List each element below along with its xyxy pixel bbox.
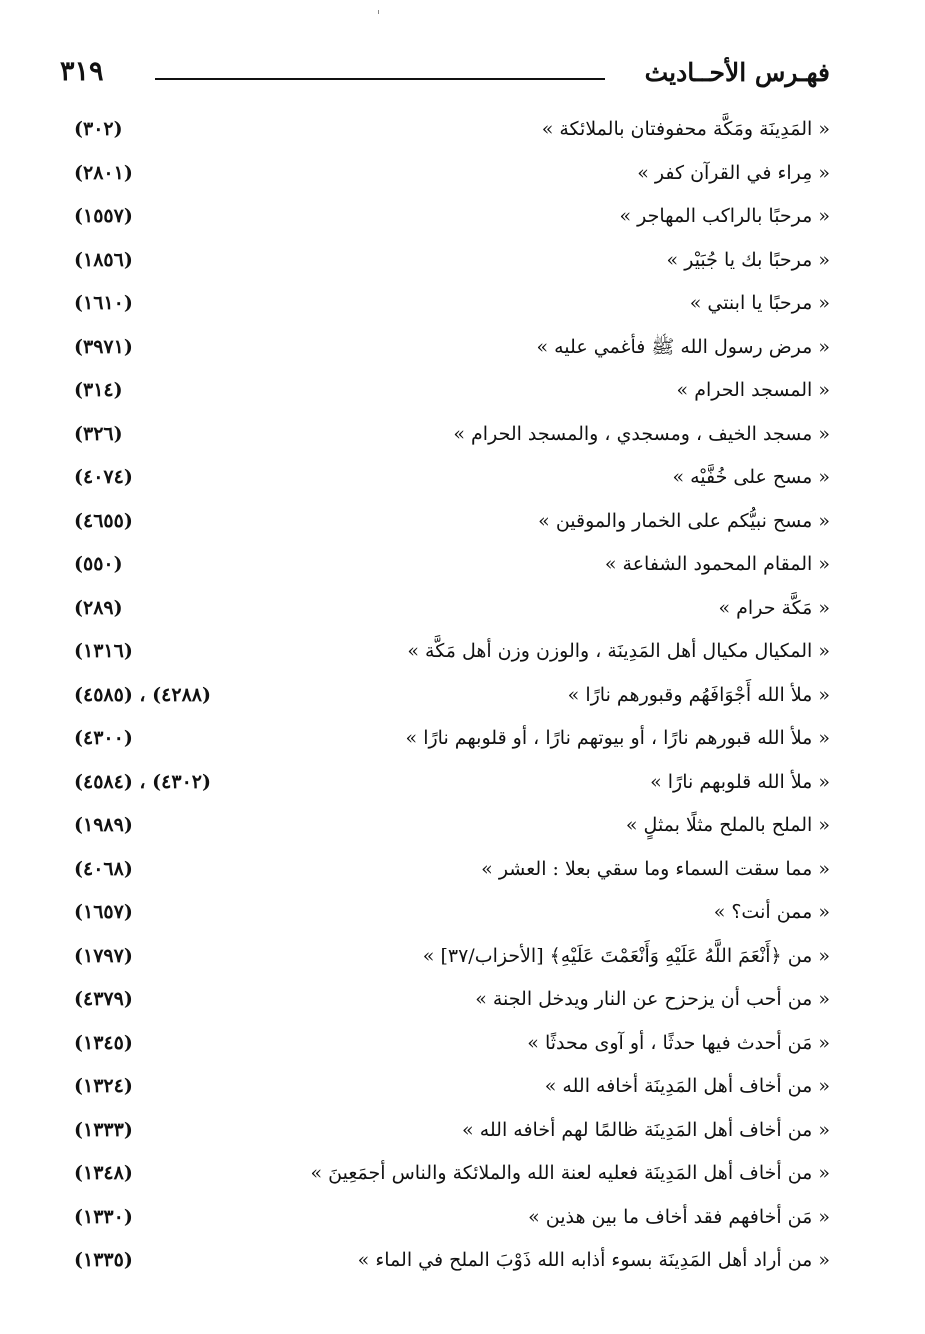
list-item	[68, 978, 830, 1022]
hadith-reference-number: (١٣١٦)	[74, 640, 133, 662]
list-item	[68, 587, 830, 631]
hadith-text: « مسح نبيُّكم على الخمار والموقين »	[538, 509, 830, 532]
list-item	[68, 630, 830, 674]
hadith-reference-number: (٤٦٥٥)	[74, 509, 133, 532]
page-number: ٣١٩	[60, 56, 104, 87]
hadith-reference-number: (١٣٣٠)	[74, 1205, 133, 1228]
hadith-reference-number: (٤٣٧٩)	[74, 988, 133, 1010]
hadith-reference-number: (٢٨٠١)	[74, 161, 133, 184]
hadith-reference-number: (٣١٤)	[74, 379, 123, 401]
hadith-reference-number: (٥٥٠)	[74, 553, 123, 575]
hadith-text: « المسجد الحرام »	[676, 379, 830, 401]
page-title: فهـرس الأحــاديث	[644, 58, 830, 87]
hadith-text: « مرحبًا يا ابنتي »	[689, 292, 830, 314]
list-item	[68, 413, 830, 457]
list-item	[68, 326, 830, 370]
hadith-reference-number: (١٣٢٤)	[74, 1075, 133, 1097]
hadith-text: « من أخاف أهل المَدِينَة فعليه لعنة الله والملائكة والناس أجمَعِينَ »	[310, 1162, 830, 1184]
scan-mark	[378, 10, 379, 14]
list-item	[68, 848, 830, 892]
hadith-text: « المَدِينَة ومَكَّة محفوفتان بالملائكة »	[541, 118, 830, 140]
hadith-reference-number: (١٦١٠)	[74, 292, 133, 314]
hadith-reference-number: (٤٣٠٠)	[74, 727, 133, 749]
hadith-text: « مرحبًا بك يا جُبَيْر »	[666, 248, 830, 271]
list-item	[68, 717, 830, 761]
list-item	[68, 543, 830, 587]
list-item	[68, 1152, 830, 1196]
hadith-text: « من أخاف أهل المَدِينَة ظالمًا لهم أخافه الله »	[462, 1118, 830, 1141]
hadith-text: « مسح على خُفَّيْه »	[672, 466, 830, 488]
list-item	[68, 935, 830, 979]
hadith-reference-number: (١٣٤٥)	[74, 1031, 133, 1054]
list-item	[68, 456, 830, 500]
hadith-text: « ملأ الله قبورهم نارًا ، أو بيوتهم نارًا ، أو قلوبهم نارًا »	[405, 727, 830, 749]
hadith-reference-number: (٣٩٧١)	[74, 335, 133, 358]
hadith-text: « مِراء في القرآن كفر »	[637, 161, 830, 184]
hadith-reference-number: (٤٢٨٨) ، (٤٥٨٥)	[74, 683, 211, 706]
hadith-reference-number: (٣٢٦)	[74, 422, 123, 445]
list-item	[68, 1022, 830, 1066]
list-item	[68, 804, 830, 848]
hadith-text: « ملأ الله أَجْوَافَهُم وقبورهم نارًا »	[567, 683, 830, 706]
page-header	[60, 52, 830, 96]
hadith-text: « مَن أخافهم فقد أخاف ما بين هذين »	[528, 1205, 830, 1228]
hadith-reference-number: (٣٠٢)	[74, 118, 123, 140]
hadith-text: « من أحب أن يزحزح عن النار ويدخل الجنة »	[475, 988, 830, 1010]
hadith-reference-number: (٢٨٩)	[74, 596, 123, 619]
hadith-text: « مَن أحدث فيها حدثًا ، أو آوى محدثًا »	[527, 1031, 830, 1054]
header-rule	[155, 78, 605, 80]
hadith-text: « المقام المحمود الشفاعة »	[604, 553, 830, 575]
hadith-text: « المكيال مكيال أهل المَدِينَة ، والوزن وزن أهل مَكَّة »	[407, 640, 830, 662]
hadith-reference-number: (١٣٣٥)	[74, 1249, 133, 1271]
list-item	[68, 1239, 830, 1283]
hadith-reference-number: (١٣٣٣)	[74, 1118, 133, 1141]
hadith-text: « الملح بالملح مثلًا بمثلٍ »	[625, 814, 830, 836]
hadith-reference-number: (١٩٨٩)	[74, 814, 133, 836]
list-item	[68, 195, 830, 239]
list-item	[68, 108, 830, 152]
hadith-text: « مرض رسول الله ﷺ فأغمي عليه »	[536, 335, 830, 358]
list-item	[68, 152, 830, 196]
hadith-reference-number: (١٦٥٧)	[74, 901, 133, 923]
list-item	[68, 1109, 830, 1153]
list-item	[68, 282, 830, 326]
hadith-text: « من ﴿أَنْعَمَ اللَّهُ عَلَيْهِ وَأَنْعَمْتَ عَلَيْهِ﴾ [الأحزاب/٣٧] »	[422, 944, 830, 967]
hadith-text: « مما سقت السماء وما سقي بعلا : العشر »	[481, 857, 830, 880]
list-item	[68, 500, 830, 544]
hadith-reference-number: (٤٠٧٤)	[74, 466, 133, 488]
list-item	[68, 1196, 830, 1240]
hadith-reference-number: (١٧٩٧)	[74, 944, 133, 967]
list-item	[68, 674, 830, 718]
hadith-text: « مَكَّة حرام »	[718, 596, 830, 619]
hadith-reference-number: (٤٣٠٢) ، (٤٥٨٤)	[74, 770, 211, 793]
list-item	[68, 761, 830, 805]
hadith-text: « مسجد الخيف ، ومسجدي ، والمسجد الحرام »	[453, 422, 830, 445]
hadith-index-list	[68, 108, 830, 1283]
hadith-text: « من أخاف أهل المَدِينَة أخافه الله »	[544, 1075, 830, 1097]
list-item	[68, 1065, 830, 1109]
list-item	[68, 891, 830, 935]
hadith-text: « ملأ الله قلوبهم نارًا »	[650, 770, 830, 793]
hadith-text: « ممن أنت؟ »	[713, 901, 830, 923]
hadith-text: « مرحبًا بالراكب المهاجر »	[619, 205, 830, 227]
hadith-reference-number: (١٣٤٨)	[74, 1162, 133, 1184]
hadith-reference-number: (٤٠٦٨)	[74, 857, 133, 880]
hadith-text: « من أراد أهل المَدِينَة بسوء أذابه الله ذَوْبَ الملح في الماء »	[357, 1249, 830, 1271]
list-item	[68, 369, 830, 413]
hadith-reference-number: (١٨٥٦)	[74, 248, 133, 271]
hadith-reference-number: (١٥٥٧)	[74, 205, 133, 227]
list-item	[68, 239, 830, 283]
